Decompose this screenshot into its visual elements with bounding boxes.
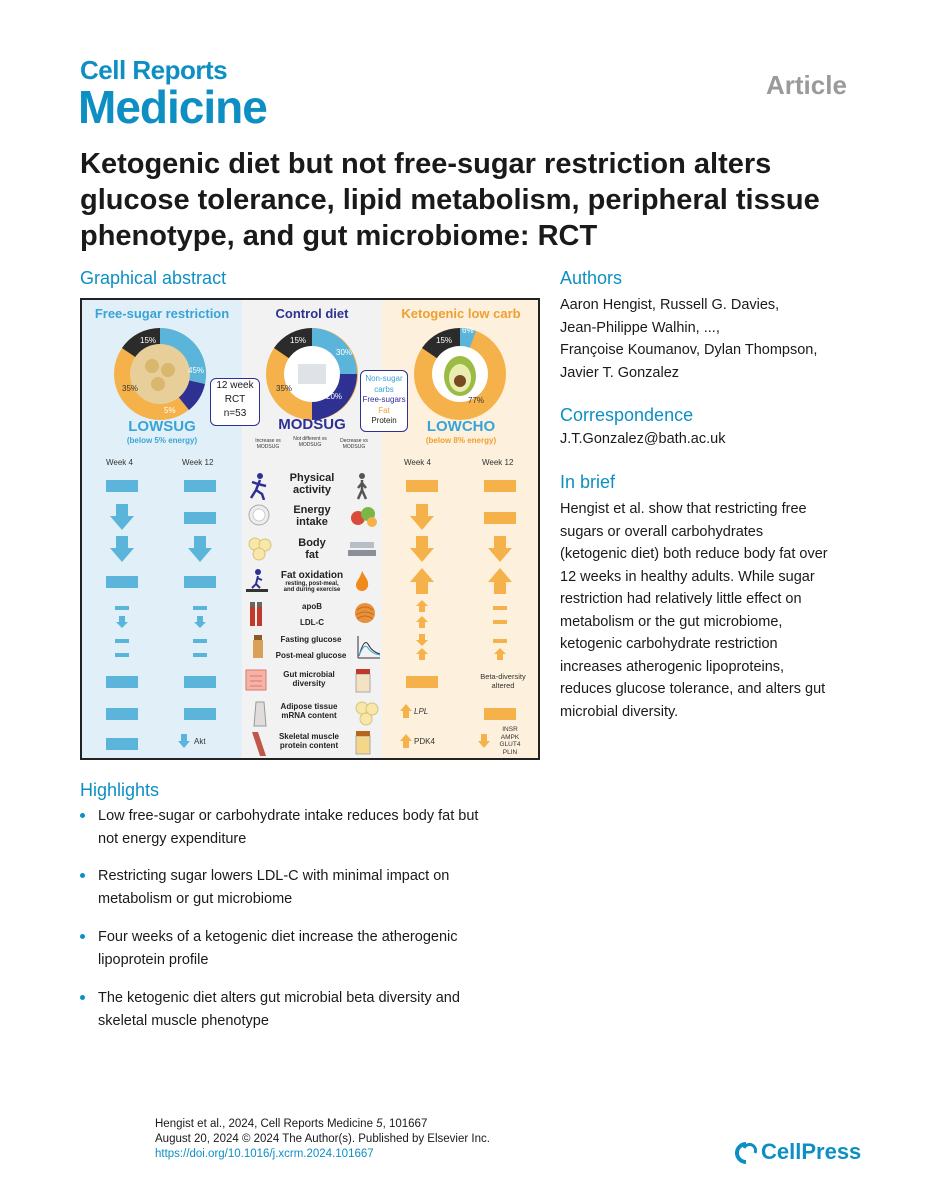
blood-tubes-icon [248,600,268,628]
akt-note: Akt [194,737,206,746]
copyright-line: August 20, 2024 © 2024 The Author(s). Published by Elsevier Inc. [155,1133,490,1145]
muscle-icon [248,730,270,758]
paper-title: Ketogenic diet but not free-sugar restriction alters glucose tolerance, lipid metabolism, peripheral tissue phenotype, and gut microbiome: RCT [80,148,820,252]
authors-heading: Authors [560,268,623,288]
pie-label: 15% [290,336,307,345]
down-arrow-icon [110,536,134,562]
publisher-logo: CellPress [761,1139,862,1164]
bullet-icon [80,995,85,1000]
lowsug-w4-apob [115,606,129,610]
plate-icon [248,504,270,526]
lowsug-w12-fat-oxidation [184,576,216,588]
legend-free-sugars: Free-sugars [362,395,406,404]
bullet-icon [80,873,85,878]
lowcho-w4-gut [406,676,438,688]
down-arrow-icon [478,734,490,748]
down-arrow-icon [410,504,434,530]
down-arrow-icon [488,536,512,562]
down-arrow-icon [178,734,190,748]
beta-diversity-note: Beta-diversity altered [480,672,526,690]
down-arrow-icon [110,504,134,530]
row-gut-diversity: Gut microbial diversity [283,670,335,688]
row-energy-intake: Energy intake [293,504,331,528]
lowsug-label: LOWSUG [128,418,196,435]
row-post-meal-glucose: Post-meal glucose [275,651,347,660]
week4-header: Week 4 [404,458,431,467]
arrow-legend-increase: Increase vs MODSUG [255,438,281,450]
pie-label: 6% [462,326,474,335]
lowcho-w12-adipose [484,708,516,720]
correspondence-heading: Correspondence [560,405,694,425]
lowsug-w12-physical-activity [184,480,216,492]
week12-header: Week 12 [182,458,214,467]
lowcho-w12-ldl [493,620,507,624]
glucose-vial-icon [250,634,266,660]
lowsug-w12-gut [184,676,216,688]
lowcho-w12-physical-activity [484,480,516,492]
lowsug-w4-adipose [106,708,138,720]
lpl-note: LPL [414,707,429,716]
highlight-item: Low free-sugar or carbohydrate intake reduces body fat but not energy expenditure [80,805,550,850]
cellpress-logo-icon [733,1141,759,1165]
walker-icon [352,472,372,500]
gene-list: INSR AMPK GLUT4 PLIN [499,726,521,756]
week12-header: Week 12 [482,458,514,467]
pie-label: 5% [164,406,176,415]
row-fasting-glucose: Fasting glucose [280,635,342,644]
down-arrow-icon [116,616,128,628]
lowsug-w12-postmeal-glucose [193,653,207,657]
bullet-icon [80,934,85,939]
highlight-item: Four weeks of a ketogenic diet increase the atherogenic lipoprotein profile [80,926,550,971]
graphical-abstract-heading: Graphical abstract [80,268,227,288]
stool-sample-icon [354,668,372,694]
fat-cells-icon [248,537,272,561]
lowsug-w4-postmeal-glucose [115,653,129,657]
lowsug-w4-fasting-glucose [115,639,129,643]
down-arrow-icon [194,616,206,628]
lowcho-sub: (below 8% energy) [425,436,497,445]
body-silhouette-icon [250,700,270,728]
row-ldl-c: LDL-C [300,618,324,627]
row-adipose-mrna: Adipose tissue mRNA content [280,702,338,720]
arrow-legend-same: Not different vs MODSUG [293,436,327,448]
up-arrow-icon [494,648,506,660]
row-muscle-protein: Skeletal muscle protein content [278,732,340,750]
legend-carbs: carbs [374,384,394,394]
glucose-curve-icon [356,634,382,660]
lowcho-w12-apob [493,606,507,610]
pie-label: 35% [276,384,293,393]
rct-n: n=53 [223,408,247,419]
pie-label: 15% [436,336,453,345]
lowsug-w4-physical-activity [106,480,138,492]
down-arrow-icon [410,536,434,562]
in-brief-text: Hengist et al. show that restricting free sugars or overall carbohydrates (ketogenic diet) both reduce body fat over 12 weeks in healthy adults. While sugar restriction had relatively little effect on metabolism or the gut microbiome, ketogenic carbohydrate restriction increases atherogenic lipoproteins, reduces glucose tolerance, and alters gut microbial diversity. [560,501,828,720]
citation-line: Hengist et al., 2024, Cell Reports Medicine 5, 101667 [155,1118,428,1130]
runner-icon [248,472,270,500]
lowcho-w12-energy-intake [484,512,516,524]
lowcho-label: LOWCHO [426,418,496,435]
muscle-sample-icon [354,730,372,756]
highlight-item: Restricting sugar lowers LDL-C with minimal impact on metabolism or gut microbiome [80,865,550,910]
correspondence-email[interactable]: J.T.Gonzalez@bath.ac.uk [560,431,726,447]
row-body-fat: Body fat [298,537,326,561]
lowsug-w12-apob [193,606,207,610]
modsug-title: Control diet [275,306,349,321]
journal-name-line1: Cell Reports [80,55,228,85]
lowsug-title: Free-sugar restriction [94,306,230,321]
row-fat-oxidation: Fat oxidation resting, post-meal, and during exercise [280,570,344,593]
lowsug-w12-adipose [184,708,216,720]
lowcho-title: Ketogenic low carb [401,306,521,321]
treadmill-icon [244,568,270,592]
legend-protein: Protein [371,416,397,425]
lowcho-w12-fasting-glucose [493,639,507,643]
pie-label: 30% [336,348,353,357]
legend-fat: Fat [378,405,390,415]
modsug-label: MODSUG [278,416,346,433]
doi-link[interactable]: https://doi.org/10.1016/j.xcrm.2024.101667 [155,1148,374,1160]
highlights-heading: Highlights [80,780,160,800]
lowsug-w12-fasting-glucose [193,639,207,643]
pie-label: 45% [188,366,205,375]
food-icon [350,504,378,528]
pie-label: 15% [140,336,157,345]
row-apob: apoB [302,602,322,611]
flame-icon [354,570,370,592]
up-arrow-icon [416,648,428,660]
rct-design: RCT [224,394,246,405]
up-arrow-icon [488,568,512,594]
in-brief-heading: In brief [560,472,616,492]
graphical-abstract-figure [80,298,540,760]
up-arrow-icon [400,734,412,748]
lowsug-w4-gut [106,676,138,688]
intestine-icon [242,666,270,694]
up-arrow-icon [416,600,428,612]
lowsug-w4-muscle [106,738,138,750]
down-arrow-icon [188,536,212,562]
highlight-item: The ketogenic diet alters gut microbial beta diversity and skeletal muscle phenotype [80,987,550,1032]
pdk4-note: PDK4 [414,737,435,746]
pie-label: 35% [122,384,139,393]
adipose-cells-icon [354,700,380,726]
pie-label: 77% [468,396,485,405]
up-arrow-icon [416,616,428,628]
lowcho-pie-chart [412,326,508,422]
week4-header: Week 4 [106,458,133,467]
legend-non-sugar: Non-sugar [365,374,403,383]
journal-name-line2: Medicine [78,81,267,133]
bullet-icon [80,813,85,818]
lowsug-w12-energy-intake [184,512,216,524]
pie-label: 20% [326,392,343,401]
scanner-icon [348,540,376,558]
lowsug-sub: (below 5% energy) [126,436,198,445]
row-physical-activity: Physical activity [289,472,335,496]
citation-footer [155,1117,490,1162]
up-arrow-icon [410,568,434,594]
rct-duration: 12 week [216,380,254,391]
article-type: Article [766,70,847,100]
authors-list: Aaron Hengist, Russell G. Davies, Jean-Philippe Walhin, ..., Françoise Koumanov, Dylan Thompson, Javier T. Gonzalez [560,297,818,381]
up-arrow-icon [400,704,412,718]
down-arrow-icon [416,634,428,646]
arrow-legend-decrease: Decrease vs MODSUG [340,438,368,450]
lowsug-w4-fat-oxidation [106,576,138,588]
modsug-pie-chart [264,326,360,422]
lowcho-w4-physical-activity [406,480,438,492]
lipoprotein-icon [354,602,376,624]
